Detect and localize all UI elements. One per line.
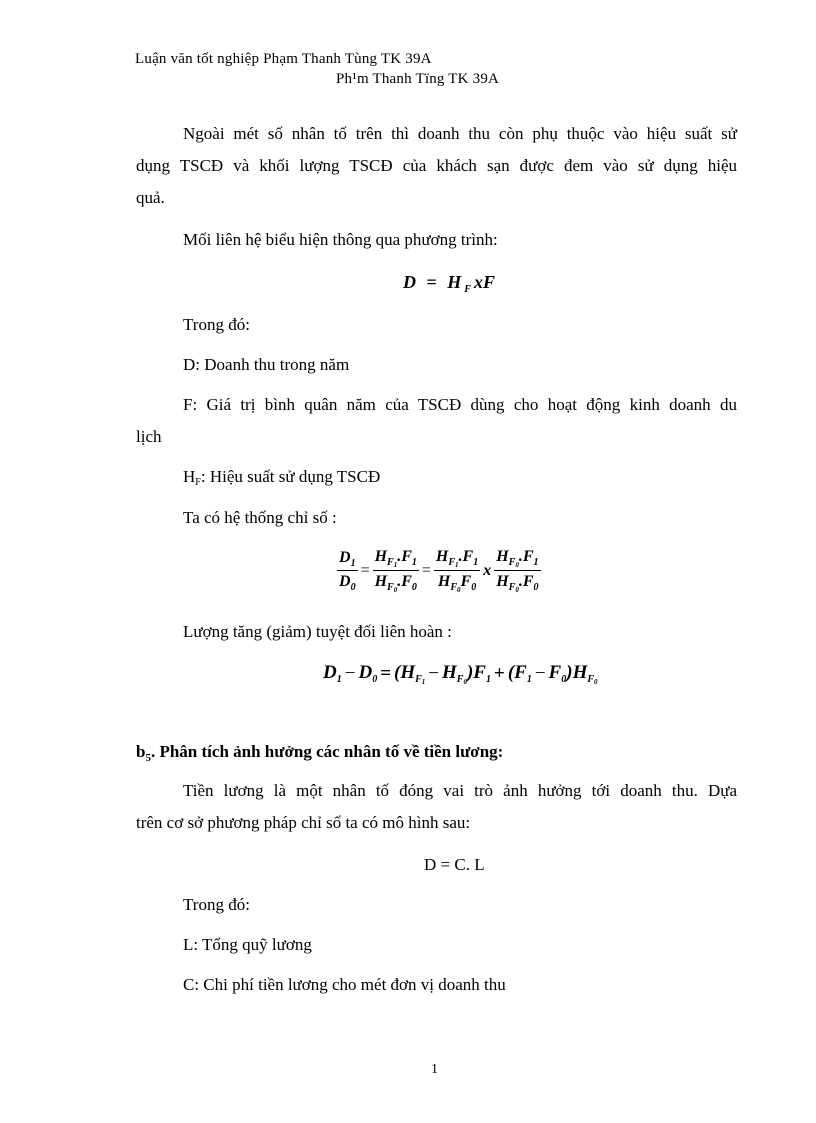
formula1-rest: xF [473,272,495,292]
header-line-2: Ph¹m Thanh Tïng TK 39A [336,71,500,87]
paragraph-1-line-2: dụng TSCĐ và khối lượng TSCĐ của khách sạn được đem vào sử dụng hiệu [136,156,737,175]
def-hf-sub: F [195,477,201,488]
wage-paragraph-line-1: Tiền lương là một nhân tố đóng vai trò ảnh hưởng tới doanh thu. Dựa [183,781,737,800]
index-system-intro: Ta có hệ thống chỉ số : [183,508,337,527]
trong-do-label-2: Trong đó: [183,895,250,914]
formula-d-equals-c-l: D = C. L [424,855,485,874]
fraction-hf1f1-hf0f0-b: $\frac{H_{F_1}.F_1}{H_{F_0}F_0}$ [435,548,479,594]
formula1-h-sub: F [464,284,471,295]
formula1-eq: = [426,272,437,292]
definition-f-line-2: lịch [136,427,162,446]
trong-do-label-1: Trong đó: [183,315,250,334]
formula-d-equals-hf-f [403,272,495,295]
page-number: 1 [431,1062,438,1077]
fraction-d1-d0: $\frac{D_1}{D_0}$ [339,549,356,593]
formula-index-system [337,548,541,594]
definition-d: D: Doanh thu trong năm [183,355,350,374]
definition-c: C: Chi phí tiền lương cho mét đơn vị doanh thu [183,975,506,994]
fraction-hf0f1-hf0f0: $\frac{H_{F_0}.F_1}{H_{F_0}.F_0}$ [496,548,539,594]
paragraph-1-line-3: quả. [136,188,165,207]
absolute-change-intro: Lượng tăng (giảm) tuyệt đối liên hoàn : [183,622,452,641]
header-line-1: Luận văn tốt nghiệp Phạm Thanh Tùng TK 39A [135,51,432,67]
def-hf-text: : Hiệu suất sử dụng TSCĐ [200,467,381,486]
paragraph-1-line-1: Ngoài mét số nhân tố trên thì doanh thu còn phụ thuộc vào hiệu suất sử [183,124,737,143]
definition-f-line-1: F: Giá trị bình quân năm của TSCĐ dùng cho hoạt động kinh doanh du [183,395,737,414]
section-b5-heading: $b_5$. Phân tích ảnh hưởng các nhân tố về tiền lương: [136,742,504,764]
def-hf-h: H [183,467,196,486]
fraction-hf1f1-hf0f0: $\frac{H_{F_1}.F_1}{H_{F_0}.F_0}$ [374,548,417,594]
eq-1: = [360,562,370,579]
formula-absolute-change: $D_1 - D_0 = (H_{F_1} - H_{F_0})F_1 + (F_1 - F_0)H_{F_0}$ [323,662,598,686]
eq-2: = [421,562,431,579]
definition-l: L: Tổng quỹ lương [183,935,312,954]
relation-intro: Mối liên hệ biểu hiện thông qua phương trình: [183,230,498,249]
formula1-lhs: D [403,272,416,292]
wage-paragraph-line-2: trên cơ sở phương pháp chỉ số ta có mô hình sau: [136,813,471,832]
definition-hf [183,467,380,493]
formula1-h: H [447,272,462,292]
times-op: x [483,562,492,579]
